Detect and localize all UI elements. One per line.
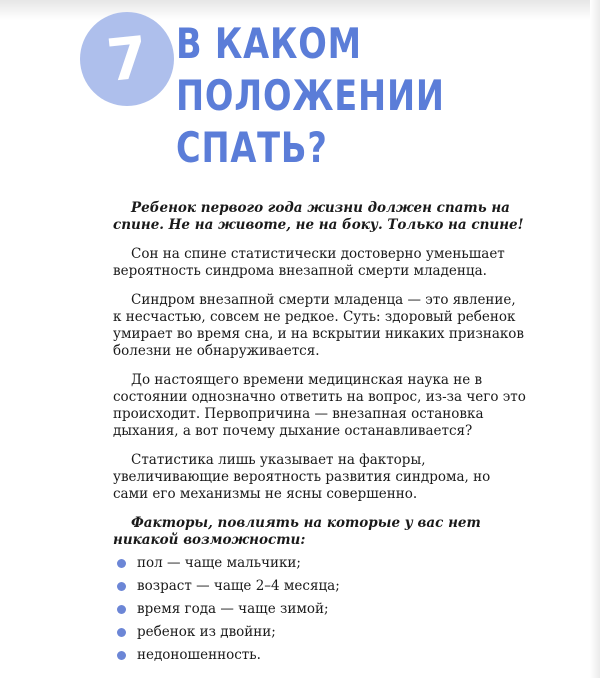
list-item <box>113 601 528 618</box>
page-top-shadow <box>0 0 600 20</box>
bullet-icon <box>117 651 126 660</box>
factors-heading: Факторы, повлиять на которые у вас нет никакой возможности: <box>113 515 481 548</box>
bullet-icon <box>117 628 126 637</box>
lead-paragraph: Ребенок первого года жизни должен спать на спине. Не на животе, не на боку. Только на спине! <box>113 200 524 233</box>
chapter-number-badge <box>80 12 174 106</box>
factor-text: ребенок из двойни; <box>137 624 276 640</box>
chapter-number: 7 <box>103 23 151 95</box>
factor-text: недоношенность. <box>137 647 261 663</box>
chapter-title-line-2: ПОЛОЖЕНИИ <box>176 71 445 120</box>
list-item <box>113 647 528 664</box>
chapter-title-line-1: В КАКОМ <box>176 19 362 68</box>
factor-text: время года — чаще зимой; <box>137 601 329 617</box>
body-paragraph-1: Сон на спине статистически достоверно уменьшает вероятность синдрома внезапной смерти младенца. <box>113 246 505 279</box>
factors-list <box>113 555 528 664</box>
bullet-icon <box>117 559 126 568</box>
factor-text: возраст — чаще 2–4 месяца; <box>137 578 340 594</box>
factor-text: пол — чаще мальчики; <box>137 555 301 571</box>
list-item <box>113 555 528 572</box>
bullet-icon <box>117 582 126 591</box>
chapter-body <box>113 200 528 670</box>
chapter-title <box>176 18 512 174</box>
body-paragraph-4: Статистика лишь указывает на факторы, увеличивающие вероятность развития синдрома, но сами его механизмы не ясны совершенно. <box>113 452 491 502</box>
list-item <box>113 578 528 595</box>
bullet-icon <box>117 605 126 614</box>
body-paragraph-2: Синдром внезапной смерти младенца — это явление, к несчастью, совсем не редкое. Суть: здоровый ребенок умирает во время сна, и на вскрытии никаких признаков болезни не обнаруживается. <box>113 292 525 359</box>
list-item <box>113 624 528 641</box>
body-paragraph-3: До настоящего времени медицинская наука не в состоянии однозначно ответить на вопрос, из-за чего это происходит. Первопричина — внезапная остановка дыхания, а вот почему дыхание останавливается? <box>113 372 526 439</box>
chapter-title-line-3: СПАТЬ? <box>176 123 328 172</box>
page-right-shadow <box>590 0 600 678</box>
